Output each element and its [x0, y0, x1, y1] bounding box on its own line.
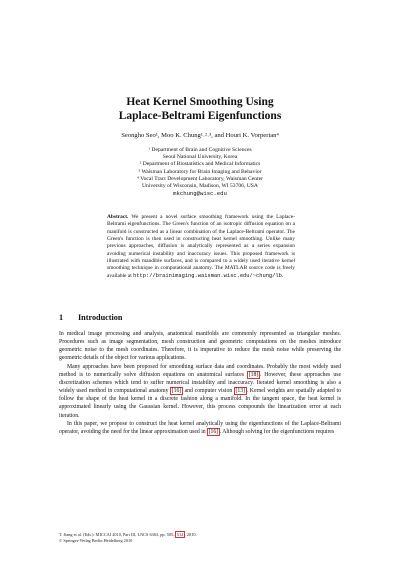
abstract-end: .	[281, 272, 284, 279]
citation-link[interactable]: [16]	[171, 388, 182, 395]
section-title: Introduction	[78, 313, 123, 322]
section-heading	[59, 313, 122, 322]
paragraph	[59, 420, 341, 436]
paragraph-text: . Kernel weights are spatially adapted to follow the shape of the heat kernel in a discrete fashion along a manifold. In the tangent space, the heat kernel is approximated linearly using the Gaussian kernel. However, this process compounds the linearization error at each iteration.	[59, 388, 342, 419]
footer-copyright: © Springer-Verlag Berlin Heidelberg 2010	[59, 538, 133, 543]
paragraph: In medical image processing and analysis, anatomical manifolds are commonly represented as triangular meshes. Procedures such as image segmentation, mesh construction and geometric computations on the meshes introduce geometric noise to the mesh coordinates. Therefore, it is imperative to reduce the mesh noise while preserving the geometric details of the object for various applications.	[59, 331, 341, 362]
page-link[interactable]: 512	[176, 532, 184, 537]
abstract-url[interactable]: http://brainimaging.waisman.wisc.edu/~chung/lb	[133, 272, 282, 279]
author-list: Seongho Seo¹, Moo K. Chung¹˒²˒³, and Houri K. Vorperian⁴	[121, 132, 279, 139]
page-footer	[59, 532, 341, 544]
affiliation-line: ³ Waisman Laboratory for Brain Imaging and Behavior	[138, 168, 262, 175]
section-number: 1	[59, 313, 64, 322]
paragraph-text: In this paper, we propose to construct the heat kernel analytically using the eigenfunctions of the Laplace-Beltrami operator, avoiding the need for the linear approximation used in	[59, 420, 341, 435]
affiliation-line: ² Department of Biostatistics and Medical Informatics	[139, 161, 261, 168]
affiliation-line: ¹ Department of Brain and Cognitive Sciences	[148, 147, 252, 153]
footer-text: , 2010.	[184, 532, 197, 537]
citation-link[interactable]: [13]	[235, 388, 246, 395]
paragraph-text: . However, these approaches use discretization schemes which tend to suffer numerical instability and inaccuracy. Iterated kernel smoothing is also a widely used method in computational anatomy	[59, 371, 342, 395]
author-email: mkchung@wisc.edu	[173, 190, 227, 198]
affiliation-line: Seoul National University, Korea	[162, 154, 238, 161]
paragraph-text: and computer vision	[182, 388, 233, 395]
paragraph-text: Many approaches have been proposed for smoothing surface data and coordinates. Probably the most widely used method is to numerically solve diffusion equations on anatomical surfaces	[59, 363, 341, 378]
paper-title	[60, 95, 340, 123]
abstract-text: We present a novel surface smoothing framework using the Laplace-Beltrami eigenfunctions. The Green's function of an isotropic diffusion equation on a manifold is constructed as a linear combination of the Laplace-Beltrami operator. The Green's function is then used in constructing heat kernel smoothing. Unlike many previous approaches, diffusion is analytically represented as a series expansion avoiding numerical instability and inaccuracy issues. This proposed framework is illustrated with mandible surfaces, and is compared to a widely used iterative kernel smoothing technique in computational anatomy. The MATLAB source code is freely available at	[107, 214, 295, 279]
citation-link[interactable]: [18]	[248, 371, 259, 378]
affiliations	[70, 147, 330, 197]
footer-text: T. Jiang et al. (Eds.): MICCAI 2010, Part III, LNCS 6363, pp. 505–	[59, 532, 176, 537]
abstract	[107, 214, 295, 280]
affiliation-line: University of Wisconsin, Madison, WI 53706, USA	[142, 183, 258, 190]
body-text	[59, 330, 341, 436]
title-line-2: Laplace-Beltrami Eigenfunctions	[118, 110, 282, 122]
paragraph	[59, 363, 341, 420]
title-line-1: Heat Kernel Smoothing Using	[126, 96, 274, 108]
citation-link[interactable]: [16]	[208, 428, 219, 435]
affiliation-line: ⁴ Vocal Tract Development Laboratory, Waisman Center	[137, 175, 263, 182]
abstract-label: Abstract.	[107, 214, 129, 220]
paragraph-text: . Although solving for the eigenfunctions requires	[219, 428, 335, 435]
